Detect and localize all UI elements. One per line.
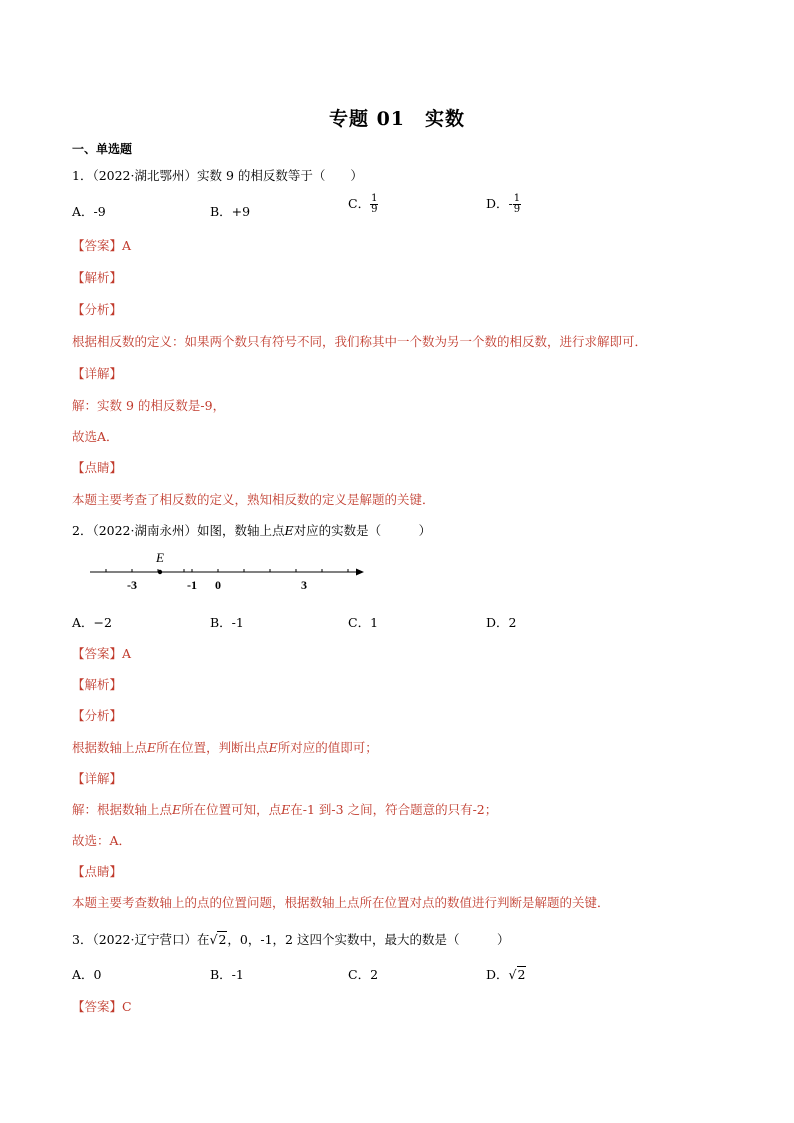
q1-stem: 1．（2022·湖北鄂州）实数 9 的相反数等于（ ） xyxy=(72,168,363,183)
sqrt-expression: √2 xyxy=(508,967,526,982)
number-line-figure xyxy=(86,548,370,596)
point-e-marker xyxy=(158,570,162,574)
q2-fenxi-part3: 所对应的值即可； xyxy=(277,740,378,755)
q2-fenxi-part1: 根据数轴上点 xyxy=(72,740,148,755)
q2-stem xyxy=(72,521,431,539)
q3-option-c: C．2 xyxy=(348,967,379,982)
q2-option-c: C．1 xyxy=(348,615,379,630)
q1-comment-label: 【点睛】 xyxy=(72,460,123,475)
q2-answer xyxy=(72,644,131,662)
q2-analysis-label: 【解析】 xyxy=(72,677,123,692)
q1-option-c xyxy=(348,194,378,215)
point-e-label: E xyxy=(156,550,164,565)
q2-detail-part3: 在-1 到-3 之间，符合题意的只有-2； xyxy=(290,802,498,817)
q1-option-d xyxy=(486,194,521,215)
answer-label: 【答案】 xyxy=(72,999,123,1014)
q3-stem-part2: ，0，-1，2 这四个实数中，最大的数是（ ） xyxy=(227,932,510,947)
q2-detail-point1: E xyxy=(172,802,182,817)
fraction-denominator: 9 xyxy=(513,204,521,215)
q2-fenxi-label: 【分析】 xyxy=(72,708,123,723)
q3-stem xyxy=(72,930,509,948)
q1-answer xyxy=(72,236,131,254)
q3-option-a: A．0 xyxy=(72,967,102,982)
q1-option-d-fraction xyxy=(513,194,521,215)
q1-detail-line1: 解：实数 9 的相反数是-9， xyxy=(72,398,226,413)
q1-option-c-fraction xyxy=(370,194,378,215)
answer-value: C xyxy=(122,999,132,1014)
q2-fenxi-point1: E xyxy=(147,740,157,755)
q2-comment-text: 本题主要考查数轴上的点的位置问题，根据数轴上点所在位置对点的数值进行判断是解题的关键． xyxy=(72,895,610,910)
q2-detail-line2: 故选：A． xyxy=(72,833,132,848)
q1-analysis-label: 【解析】 xyxy=(72,270,123,285)
tick-label-neg1: -1 xyxy=(187,578,197,592)
q1-option-c-prefix: C． xyxy=(348,196,371,211)
section-heading: 一、单选题 xyxy=(72,142,133,156)
q3-option-b: B．-1 xyxy=(210,967,244,982)
q3-stem-part1: 3．（2022·辽宁营口）在 xyxy=(72,932,210,947)
q2-option-b: B．-1 xyxy=(210,615,244,630)
fraction-denominator: 9 xyxy=(371,204,378,215)
q2-fenxi-text xyxy=(72,738,378,756)
tick-label-0: 0 xyxy=(215,578,221,592)
answer-value: A xyxy=(122,646,132,661)
q1-option-b: B．+9 xyxy=(210,204,251,219)
q2-detail-line1 xyxy=(72,800,497,818)
sqrt-radicand: 2 xyxy=(218,932,227,947)
q2-detail-point2: E xyxy=(281,802,291,817)
q2-fenxi-part2: 所在位置，判断出点 xyxy=(156,740,269,755)
q1-option-a: A．-9 xyxy=(72,204,106,219)
fraction-numerator: 1 xyxy=(371,193,378,204)
q1-detail-label: 【详解】 xyxy=(72,366,123,381)
sqrt-expression: √2 xyxy=(209,932,227,947)
page-title: 专题 01 实数 xyxy=(328,108,466,130)
q2-stem-part2: 对应的实数是（ ） xyxy=(293,523,432,538)
q1-comment-text: 本题主要考查了相反数的定义，熟知相反数的定义是解题的关键． xyxy=(72,492,435,507)
q2-stem-part1: 2．（2022·湖南永州）如图，数轴上点 xyxy=(72,523,285,538)
q2-detail-part2: 所在位置可知，点 xyxy=(181,802,282,817)
q1-fenxi-text: 根据相反数的定义：如果两个数只有符号不同，我们称其中一个数为另一个数的相反数，进行求解即可． xyxy=(72,334,648,349)
q2-comment-label: 【点睛】 xyxy=(72,864,123,879)
sqrt-radicand: 2 xyxy=(517,967,526,982)
answer-value: A xyxy=(122,238,132,253)
q1-detail-line2: 故选A． xyxy=(72,429,119,444)
q2-detail-label: 【详解】 xyxy=(72,771,123,786)
answer-label: 【答案】 xyxy=(72,646,123,661)
q3-option-d xyxy=(486,965,526,983)
q3-answer xyxy=(72,997,132,1015)
q1-fenxi-label: 【分析】 xyxy=(72,302,123,317)
q2-option-d: D．2 xyxy=(486,615,517,630)
fraction-numerator: 1 xyxy=(513,193,521,204)
q2-option-a: A．−2 xyxy=(72,615,112,630)
q1-option-d-prefix: D．- xyxy=(486,196,513,211)
tick-label-neg3: -3 xyxy=(127,578,137,592)
number-line-arrow xyxy=(356,569,364,576)
q2-fenxi-point2: E xyxy=(268,740,278,755)
answer-label: 【答案】 xyxy=(72,238,123,253)
q2-stem-point: E xyxy=(284,523,294,538)
q2-detail-part1: 解：根据数轴上点 xyxy=(72,802,173,817)
tick-label-3: 3 xyxy=(301,578,307,592)
q3-option-d-prefix: D． xyxy=(486,967,509,982)
